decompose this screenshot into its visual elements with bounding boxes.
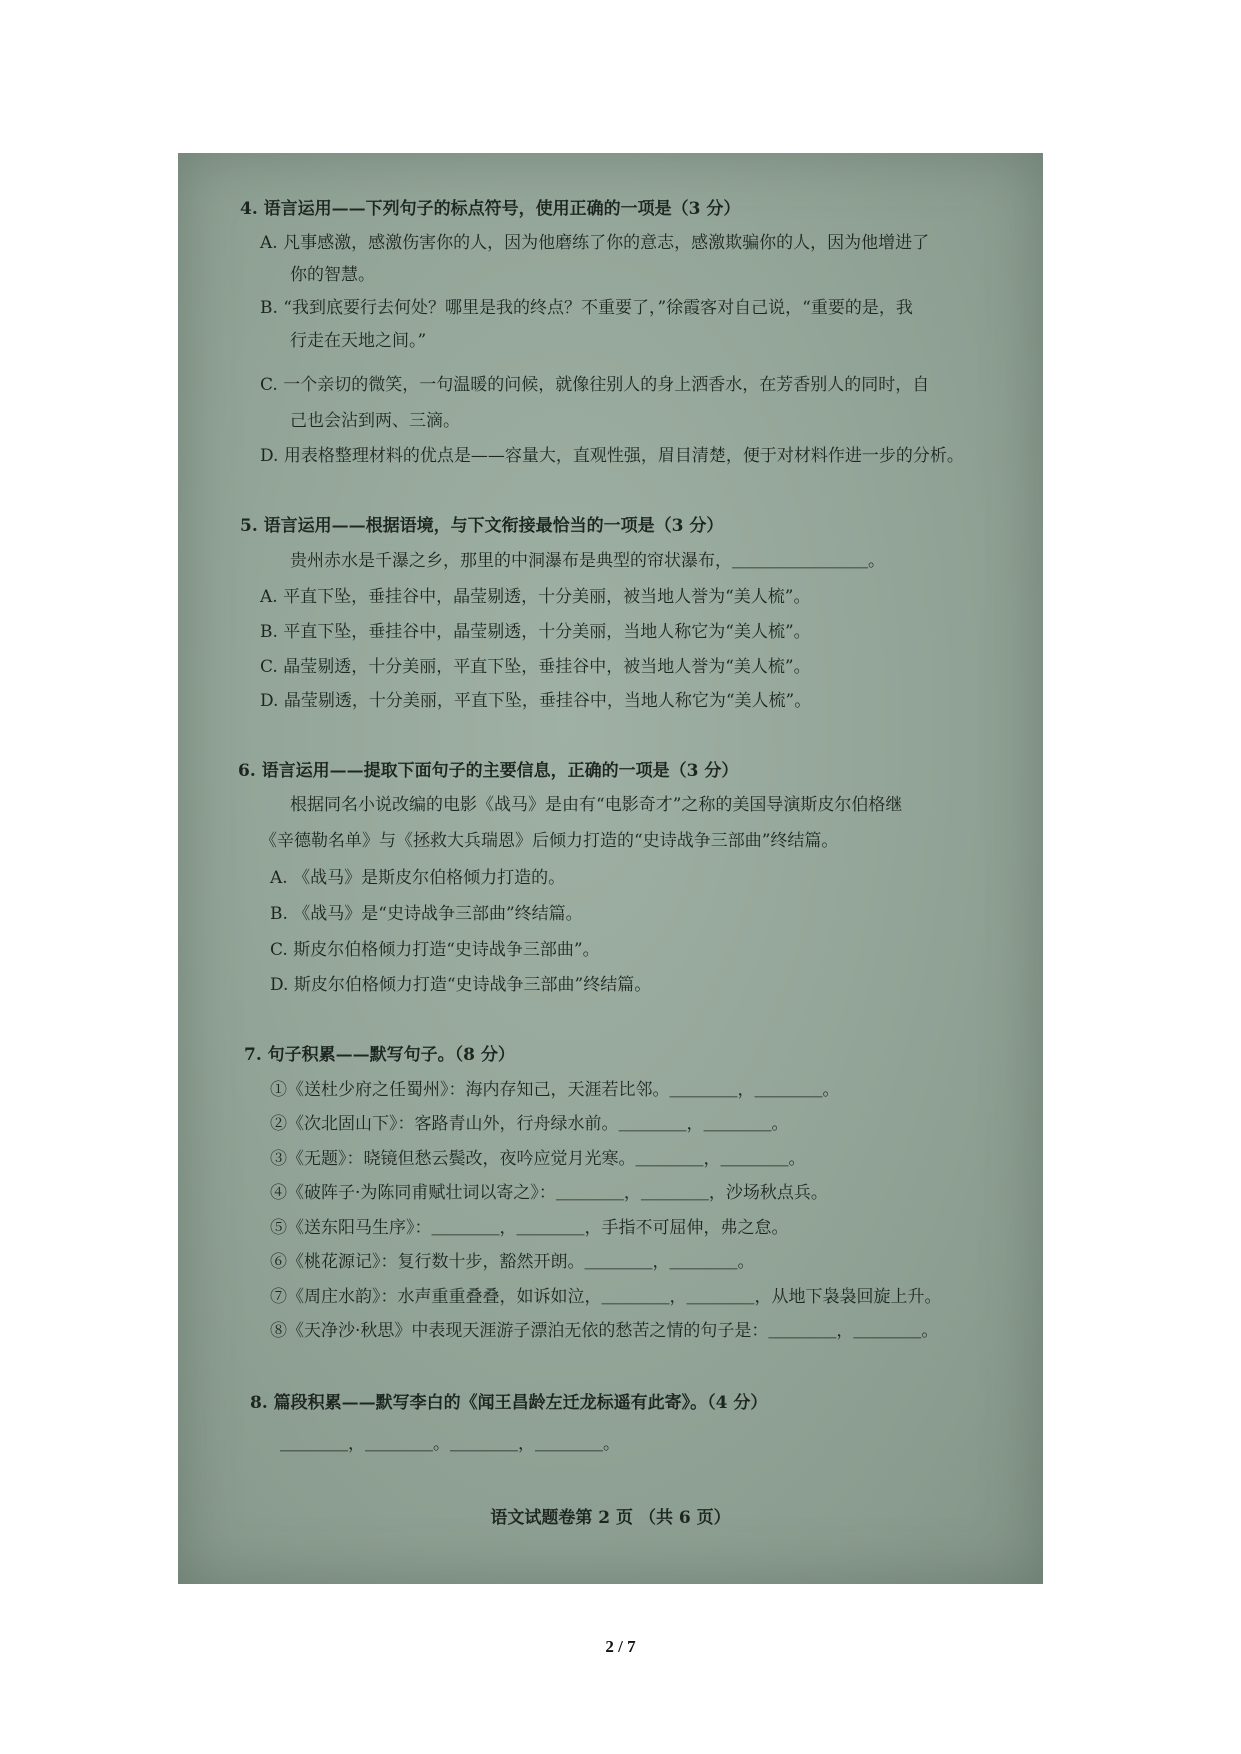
q6-stem-line1: 根据同名小说改编的电影《战马》是由有“电影奇才”之称的美国导演斯皮尔伯格继 (290, 795, 903, 815)
scan-page-footer: 语文试题卷第 2 页 （共 6 页） (490, 1508, 731, 1528)
q7-item-6: ⑥《桃花源记》：复行数十步，豁然开朗。＿＿＿＿，＿＿＿＿。 (270, 1252, 755, 1272)
q7-item-3: ③《无题》：晓镜但愁云鬓改，夜吟应觉月光寒。＿＿＿＿，＿＿＿＿。 (270, 1149, 806, 1169)
question-7-header: 7. 句子积累——默写句子。（8 分） (244, 1045, 515, 1065)
q4-option-b-line2: 行走在天地之间。” (290, 331, 427, 351)
q4-option-c-line2: 己也会沾到两、三滴。 (290, 411, 460, 431)
question-4-header: 4. 语言运用——下列句子的标点符号，使用正确的一项是（3 分） (240, 199, 741, 219)
question-8-header: 8. 篇段积累——默写李白的《闻王昌龄左迁龙标遥有此寄》。（4 分） (250, 1393, 768, 1413)
question-6-header: 6. 语言运用——提取下面句子的主要信息，正确的一项是（3 分） (238, 761, 739, 781)
q7-item-7: ⑦《周庄水韵》：水声重重叠叠，如诉如泣，＿＿＿＿，＿＿＿＿，从地下袅袅回旋上升。 (270, 1287, 942, 1307)
q4-option-a-line2: 你的智慧。 (290, 265, 375, 285)
question-5-header: 5. 语言运用——根据语境，与下文衔接最恰当的一项是（3 分） (240, 516, 724, 536)
q7-item-1: ①《送杜少府之任蜀州》：海内存知己，天涯若比邻。＿＿＿＿，＿＿＿＿。 (270, 1080, 840, 1100)
q7-item-5: ⑤《送东阳马生序》：＿＿＿＿，＿＿＿＿，手指不可屈伸，弗之怠。 (270, 1218, 789, 1238)
q5-option-d: D. 晶莹剔透，十分美丽，平直下坠，垂挂谷中，当地人称它为“美人梳”。 (260, 691, 812, 711)
q5-option-a: A. 平直下坠，垂挂谷中，晶莹剔透，十分美丽，被当地人誉为“美人梳”。 (260, 587, 811, 607)
q6-stem-line2: 《辛德勒名单》与《拯救大兵瑞恩》后倾力打造的“史诗战争三部曲”终结篇。 (260, 831, 839, 851)
q5-stem: 贵州赤水是千瀑之乡，那里的中洞瀑布是典型的帘状瀑布，＿＿＿＿＿＿＿＿。 (290, 551, 885, 571)
q7-item-4: ④《破阵子·为陈同甫赋壮词以寄之》：＿＿＿＿，＿＿＿＿，沙场秋点兵。 (270, 1183, 828, 1203)
q4-option-a-line1: A. 凡事感激，感激伤害你的人，因为他磨练了你的意志，感激欺骗你的人，因为他增进了 (260, 233, 930, 253)
q5-option-b: B. 平直下坠，垂挂谷中，晶莹剔透，十分美丽，当地人称它为“美人梳”。 (260, 622, 811, 642)
q6-option-b: B. 《战马》是“史诗战争三部曲”终结篇。 (270, 904, 583, 924)
scanned-exam-photo (178, 153, 1043, 1584)
q4-option-b-line1: B. “我到底要行去何处？哪里是我的终点？不重要了，”徐霞客对自己说，“重要的是，我 (260, 298, 913, 318)
q7-item-2: ②《次北固山下》：客路青山外，行舟绿水前。＿＿＿＿，＿＿＿＿。 (270, 1114, 789, 1134)
q4-option-d: D. 用表格整理材料的优点是——容量大，直观性强，眉目清楚，便于对材料作进一步的分析。 (260, 446, 964, 466)
page-counter: 2 / 7 (605, 1637, 636, 1656)
q8-answer-blanks: ＿＿＿＿，＿＿＿＿。＿＿＿＿，＿＿＿＿。 (280, 1434, 620, 1454)
q6-option-d: D. 斯皮尔伯格倾力打造“史诗战争三部曲”终结篇。 (270, 975, 652, 995)
q6-option-a: A. 《战马》是斯皮尔伯格倾力打造的。 (270, 868, 566, 888)
q6-option-c: C. 斯皮尔伯格倾力打造“史诗战争三部曲”。 (270, 940, 600, 960)
q5-option-c: C. 晶莹剔透，十分美丽，平直下坠，垂挂谷中，被当地人誉为“美人梳”。 (260, 657, 811, 677)
q4-option-c-line1: C. 一个亲切的微笑，一句温暖的问候，就像往别人的身上洒香水，在芳香别人的同时，自 (260, 375, 930, 395)
q7-item-8: ⑧《天净沙·秋思》中表现天涯游子漂泊无依的愁苦之情的句子是：＿＿＿＿，＿＿＿＿。 (270, 1321, 939, 1341)
